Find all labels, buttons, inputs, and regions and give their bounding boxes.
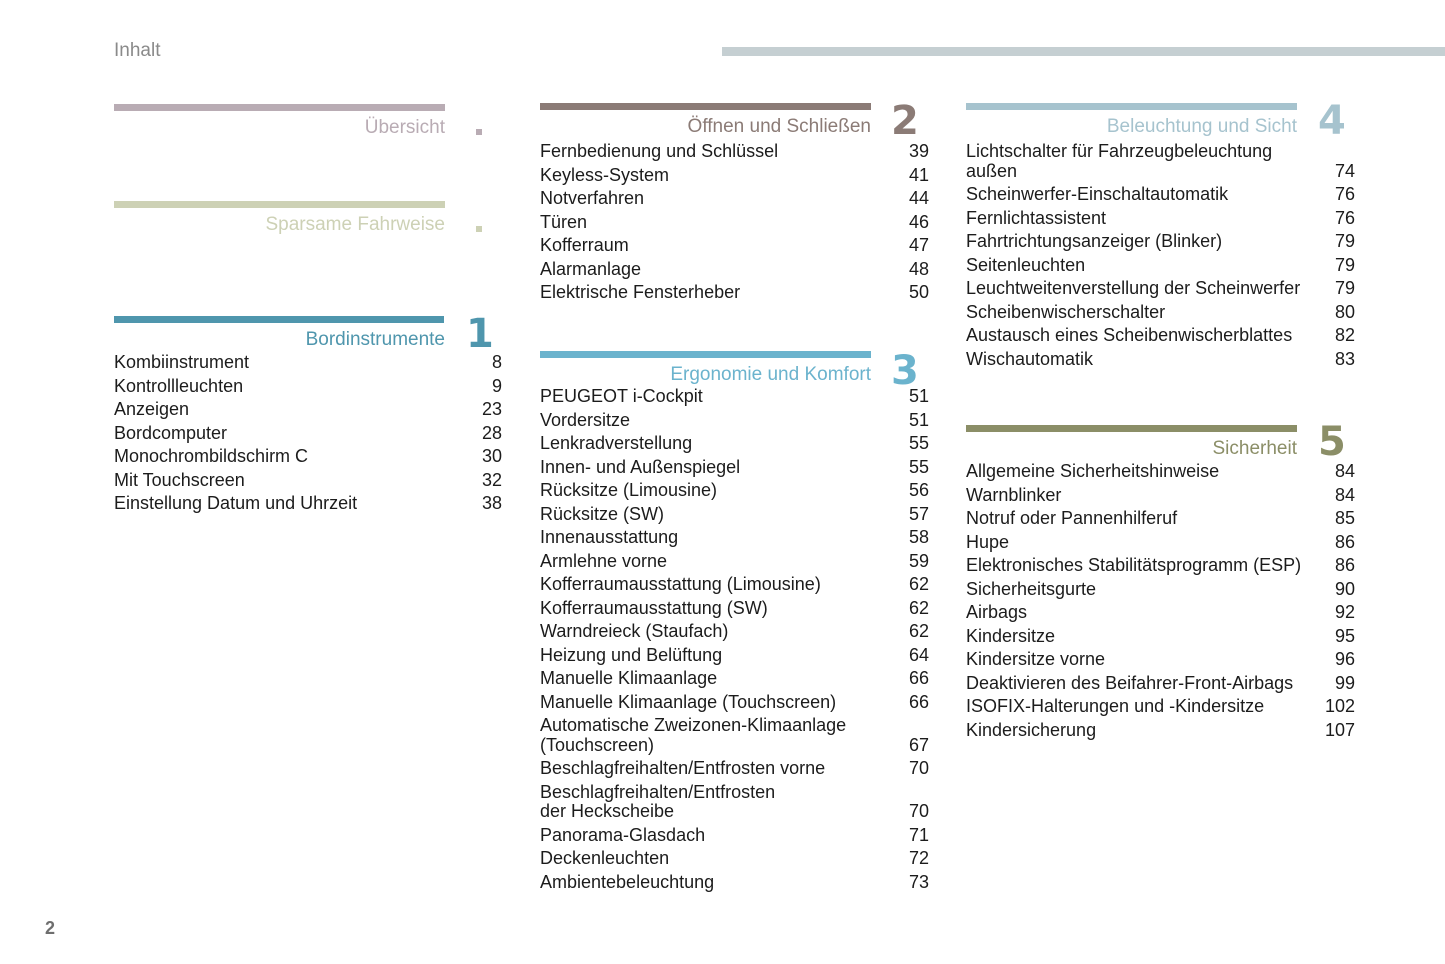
toc-entry[interactable] (966, 533, 1355, 553)
toc-entry[interactable] (966, 603, 1355, 623)
toc-entry-label: Seitenleuchten (966, 254, 1086, 275)
toc-entry-label: Türen (540, 211, 588, 232)
toc-entry-page-number: 107 (1324, 719, 1355, 740)
toc-entry[interactable] (114, 447, 502, 467)
toc-entry-label: Einstellung Datum und Uhrzeit (114, 493, 358, 513)
section-number: 2 (891, 98, 919, 144)
toc-entry-label: Allgemeine Sicherheitshinweise (966, 461, 1220, 481)
header-bar (722, 47, 1445, 56)
toc-entry-label: Kombiinstrument (114, 352, 250, 372)
toc-entry[interactable] (540, 599, 929, 619)
toc-entry-label: Kindersitze vorne (966, 649, 1106, 669)
toc-entry-page-number: 55 (908, 456, 929, 477)
toc-entry-label: Elektrische Fensterheber (540, 282, 741, 302)
toc-entry[interactable] (966, 697, 1355, 717)
toc-entry[interactable] (966, 556, 1355, 576)
toc-entry-label: Manuelle Klimaanlage (Touchscreen) (540, 691, 837, 712)
toc-entry[interactable] (966, 350, 1355, 370)
toc-entry-label: Scheibenwischerschalter (966, 301, 1166, 322)
toc-entry-page-number: 56 (908, 480, 929, 500)
toc-entry-page-number: 85 (1334, 508, 1355, 528)
toc-entry[interactable] (540, 434, 929, 454)
toc-entry-page-number: 71 (908, 824, 929, 845)
toc-entry-label: Kindersitze (966, 625, 1056, 646)
toc-entry-page-number: 83 (1334, 348, 1355, 369)
toc-entry-label: Warnblinker (966, 484, 1062, 505)
toc-entry-page-number: 48 (908, 258, 929, 279)
toc-entry-label: ISOFIX-Halterungen und -Kindersitze (966, 696, 1265, 716)
section-number: 5 (1318, 419, 1346, 465)
toc-entry-label: Kontrollleuchten (114, 375, 244, 396)
toc-entry[interactable] (966, 142, 1355, 181)
section-color-bar (540, 351, 871, 358)
toc-entry-page-number: 55 (908, 433, 929, 453)
toc-entry[interactable] (540, 646, 929, 666)
section-title[interactable]: Ergonomie und Komfort (670, 364, 871, 385)
toc-entry[interactable] (540, 481, 929, 501)
toc-entry-page-number: 90 (1334, 578, 1355, 599)
toc-entry[interactable] (966, 674, 1355, 694)
toc-entry[interactable] (540, 387, 929, 407)
toc-entry-label: Fernlichtassistent (966, 207, 1107, 228)
toc-entry-page-number: 39 (908, 141, 929, 161)
toc-entry-page-number: 79 (1334, 254, 1355, 275)
toc-entry-label: Kofferraumausstattung (SW) (540, 597, 768, 618)
toc-list (966, 142, 1355, 373)
toc-entry-page-number: 23 (481, 399, 502, 419)
toc-entry-page-number: 82 (1334, 325, 1355, 345)
section-title[interactable]: Sparsame Fahrweise (265, 214, 445, 235)
toc-entry-label: Ambientebeleuchtung (540, 871, 715, 892)
toc-entry-page-number: 73 (908, 871, 929, 892)
toc-entry-page-number: 8 (491, 352, 502, 372)
toc-entry-label: Kofferraumausstattung (Limousine) (540, 574, 821, 594)
toc-entry-page-number: 50 (908, 282, 929, 302)
toc-entry-page-number: 76 (1334, 184, 1355, 204)
toc-entry-page-number: 79 (1334, 231, 1355, 251)
toc-entry-page-number: 86 (1334, 531, 1355, 552)
toc-entry-label: Innenausstattung (540, 527, 679, 547)
toc-entry-page-number: 67 (908, 734, 929, 755)
toc-entry[interactable] (540, 458, 929, 478)
toc-entry-page-number: 64 (908, 644, 929, 665)
toc-entry-label: Fernbedienung und Schlüssel (540, 141, 779, 161)
toc-entry[interactable] (540, 552, 929, 572)
toc-entry-page-number: 102 (1324, 696, 1355, 716)
toc-entry-label: Sicherheitsgurte (966, 578, 1097, 599)
toc-entry[interactable] (540, 783, 929, 822)
toc-entry-page-number: 95 (1334, 625, 1355, 646)
toc-entry[interactable] (540, 505, 929, 525)
section-marker-dot (476, 129, 482, 135)
toc-entry[interactable] (966, 209, 1355, 229)
toc-entry-label: Lenkradverstellung (540, 433, 693, 453)
toc-entry-label: Panorama-Glasdach (540, 824, 706, 845)
toc-entry-page-number: 99 (1334, 672, 1355, 693)
section-color-bar (114, 201, 445, 208)
toc-entry-label: Wischautomatik (966, 348, 1094, 369)
toc-entry-label: Kofferraum (540, 235, 629, 255)
section-title[interactable]: Beleuchtung und Sicht (1106, 116, 1297, 137)
toc-entry[interactable] (114, 471, 502, 491)
toc-entry-page-number: 38 (481, 493, 502, 513)
toc-entry-label: Rücksitze (SW) (540, 503, 665, 524)
section-title[interactable]: Bordinstrumente (305, 329, 445, 350)
toc-entry[interactable] (540, 622, 929, 642)
toc-entry[interactable] (966, 650, 1355, 670)
toc-entry[interactable] (540, 166, 929, 186)
toc-entry-page-number: 80 (1334, 301, 1355, 322)
toc-entry[interactable] (966, 486, 1355, 506)
toc-entry-page-number: 28 (481, 422, 502, 443)
section-color-bar (114, 104, 445, 111)
section-title[interactable]: Öffnen und Schließen (687, 116, 871, 137)
toc-entry-page-number: 57 (908, 503, 929, 524)
toc-entry[interactable] (114, 400, 502, 420)
toc-entry[interactable] (966, 303, 1355, 323)
toc-entry[interactable] (966, 279, 1355, 299)
toc-entry-page-number: 62 (908, 574, 929, 594)
toc-entry[interactable] (540, 411, 929, 431)
toc-entry[interactable] (966, 509, 1355, 529)
toc-entry-label: Airbags (966, 602, 1028, 622)
toc-entry-page-number: 84 (1334, 484, 1355, 505)
toc-entry-page-number: 70 (908, 801, 929, 821)
page-header-title: Inhalt (114, 40, 161, 61)
toc-entry[interactable] (114, 494, 502, 514)
toc-list (114, 353, 502, 518)
section-color-bar (966, 425, 1297, 432)
toc-entry-page-number: 62 (908, 597, 929, 618)
toc-entry-page-number: 76 (1334, 207, 1355, 228)
toc-entry[interactable] (966, 185, 1355, 205)
toc-entry-label: Warndreieck (Staufach) (540, 621, 729, 641)
toc-entry-page-number: 84 (1334, 461, 1355, 481)
toc-entry-label: Deckenleuchten (540, 848, 670, 868)
toc-entry-page-number: 66 (908, 668, 929, 688)
toc-entry-label: Manuelle Klimaanlage (540, 668, 718, 688)
toc-entry-label: Elektronisches Stabilitätsprogramm (ESP) (966, 555, 1302, 575)
toc-entry-label: Rücksitze (Limousine) (540, 480, 718, 500)
toc-entry-page-number: 51 (908, 386, 929, 406)
toc-entry-page-number: 51 (908, 409, 929, 430)
toc-entry-label: Heizung und Belüftung (540, 644, 723, 665)
toc-entry-page-number: 96 (1334, 649, 1355, 669)
toc-entry-page-number: 47 (908, 235, 929, 255)
page-number: 2 (45, 918, 56, 938)
toc-entry-label: Lichtschalter für Fahrzeugbeleuchtung außen (966, 141, 1273, 181)
toc-entry-page-number: 92 (1334, 602, 1355, 622)
section-number: 1 (466, 311, 494, 357)
toc-entry[interactable] (540, 283, 929, 303)
toc-entry-page-number: 44 (908, 188, 929, 208)
section-number: 4 (1318, 98, 1346, 144)
toc-entry-page-number: 79 (1334, 278, 1355, 298)
toc-entry[interactable] (540, 142, 929, 162)
toc-entry-label: Monochrombildschirm C (114, 446, 309, 466)
toc-entry-label: Vordersitze (540, 409, 631, 430)
toc-entry-label: Automatische Zweizonen-Klimaanlage (Touchscreen) (540, 715, 847, 755)
toc-entry-page-number: 41 (908, 164, 929, 185)
toc-entry-label: Notruf oder Pannenhilferuf (966, 508, 1178, 528)
toc-entry-label: Anzeigen (114, 399, 190, 419)
toc-entry-page-number: 72 (908, 848, 929, 868)
toc-entry[interactable] (540, 236, 929, 256)
section-title[interactable]: Übersicht (364, 117, 445, 138)
toc-entry-page-number: 32 (481, 469, 502, 490)
toc-entry[interactable] (966, 232, 1355, 252)
toc-entry-page-number: 74 (1334, 160, 1355, 181)
toc-entry[interactable] (966, 256, 1355, 276)
section-number: 3 (891, 348, 919, 394)
toc-entry-page-number: 9 (491, 375, 502, 396)
toc-entry-page-number: 58 (908, 527, 929, 547)
toc-entry-label: Notverfahren (540, 188, 645, 208)
toc-entry-label: Beschlagfreihalten/Entfrosten der Heckscheibe (540, 781, 776, 821)
toc-entry-page-number: 62 (908, 621, 929, 641)
toc-entry-label: Beschlagfreihalten/Entfrosten vorne (540, 758, 826, 778)
toc-entry[interactable] (540, 759, 929, 779)
toc-entry[interactable] (966, 627, 1355, 647)
toc-list (540, 387, 929, 896)
toc-entry[interactable] (966, 462, 1355, 482)
toc-entry-page-number: 70 (908, 758, 929, 778)
toc-entry[interactable] (540, 213, 929, 233)
toc-entry-label: Fahrtrichtungsanzeiger (Blinker) (966, 231, 1223, 251)
toc-entry-page-number: 59 (908, 550, 929, 571)
toc-entry[interactable] (540, 189, 929, 209)
toc-entry[interactable] (540, 575, 929, 595)
toc-entry-page-number: 86 (1334, 555, 1355, 575)
toc-entry[interactable] (540, 873, 929, 893)
toc-entry[interactable] (540, 528, 929, 548)
section-title[interactable]: Sicherheit (1212, 438, 1297, 459)
toc-list (966, 462, 1355, 744)
toc-entry-label: Deaktivieren des Beifahrer-Front-Airbags (966, 672, 1294, 693)
toc-entry[interactable] (114, 377, 502, 397)
toc-entry-label: Armlehne vorne (540, 550, 668, 571)
toc-entry[interactable] (966, 721, 1355, 741)
section-color-bar (966, 103, 1297, 110)
toc-entry[interactable] (114, 424, 502, 444)
toc-entry[interactable] (540, 669, 929, 689)
toc-entry[interactable] (966, 326, 1355, 346)
toc-entry-label: Scheinwerfer-Einschaltautomatik (966, 184, 1229, 204)
toc-entry-label: Kindersicherung (966, 719, 1097, 740)
toc-entry-label: Austausch eines Scheibenwischerblattes (966, 325, 1293, 345)
toc-entry[interactable] (540, 826, 929, 846)
toc-entry[interactable] (114, 353, 502, 373)
toc-entry-label: Leuchtweitenverstellung der Scheinwerfer (966, 278, 1301, 298)
toc-entry-label: Bordcomputer (114, 422, 228, 443)
toc-entry[interactable] (966, 580, 1355, 600)
toc-entry-page-number: 66 (908, 691, 929, 712)
toc-entry-label: Alarmanlage (540, 258, 642, 279)
toc-entry-label: Hupe (966, 531, 1010, 552)
toc-entry-page-number: 46 (908, 211, 929, 232)
toc-entry[interactable] (540, 849, 929, 869)
toc-entry[interactable] (540, 260, 929, 280)
toc-entry-label: PEUGEOT i-Cockpit (540, 386, 703, 406)
toc-list (540, 142, 929, 307)
section-color-bar (540, 103, 871, 110)
toc-entry-page-number: 30 (481, 446, 502, 466)
toc-entry-label: Innen- und Außenspiegel (540, 456, 741, 477)
toc-entry-label: Mit Touchscreen (114, 469, 245, 490)
toc-entry[interactable] (540, 693, 929, 713)
section-color-bar (114, 316, 444, 323)
toc-entry[interactable] (540, 716, 929, 755)
section-marker-dot (476, 226, 482, 232)
toc-entry-label: Keyless-System (540, 164, 670, 185)
